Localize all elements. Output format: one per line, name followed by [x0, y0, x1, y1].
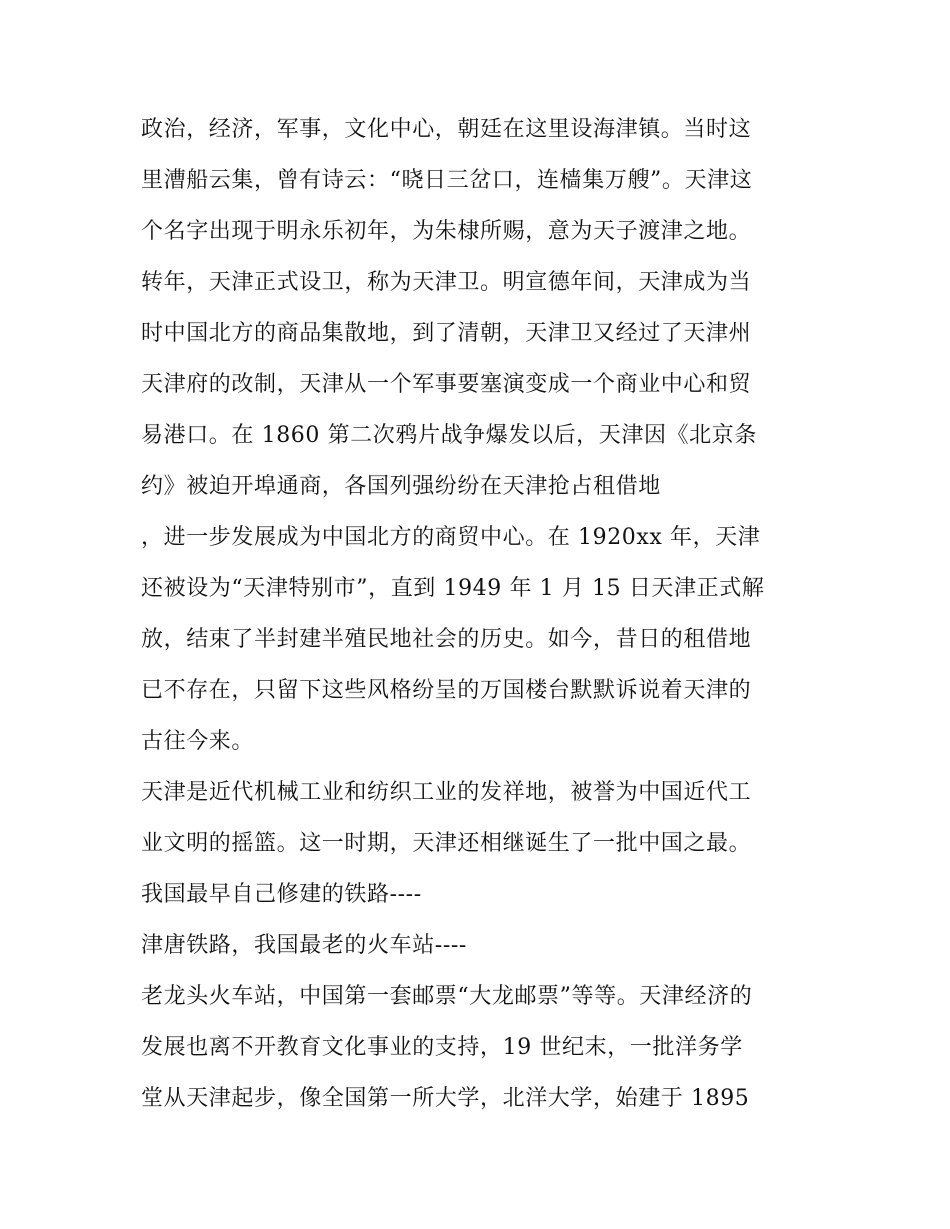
text-line: 天津府的改制，天津从一个军事要塞演变成一个商业中心和贸: [141, 372, 752, 397]
text-line: 已不存在，只留下这些风格纷呈的万国楼台默默诉说着天津的: [141, 678, 752, 703]
text-line: 古往今来。: [141, 729, 255, 754]
text-line: 约》被迫开埠通商，各国列强纷纷在天津抢占租借地: [141, 474, 661, 499]
text-line: 我国最早自己修建的铁路----: [141, 882, 422, 907]
text-line: ，进一步发展成为中国北方的商贸中心。在 1920xx 年，天津: [141, 525, 761, 550]
text-line: 政治，经济，军事，文化中心，朝廷在这里设海津镇。当时这: [141, 117, 752, 142]
text-line: 天津是近代机械工业和纺织工业的发祥地，被誉为中国近代工: [141, 780, 752, 805]
text-line: 放，结束了半封建半殖民地社会的历史。如今，昔日的租借地: [141, 627, 752, 652]
text-line: 还被设为“天津特别市”，直到 1949 年 1 月 15 日天津正式解: [141, 576, 765, 601]
text-line: 时中国北方的商品集散地，到了清朝，天津卫又经过了天津州: [141, 321, 752, 346]
text-line: 津唐铁路，我国最老的火车站----: [141, 933, 467, 958]
body-text: [141, 108, 821, 1128]
text-line: 发展也离不开教育文化事业的支持，19 世纪末，一批洋务学: [141, 1035, 743, 1060]
text-line: 老龙头火车站，中国第一套邮票“大龙邮票”等等。天津经济的: [141, 984, 753, 1009]
text-line: 个名字出现于明永乐初年，为朱棣所赐，意为天子渡津之地。: [141, 219, 752, 244]
text-line: 易港口。在 1860 第二次鸦片战争爆发以后，天津因《北京条: [141, 423, 757, 448]
text-line: 业文明的摇篮。这一时期，天津还相继诞生了一批中国之最。: [141, 831, 752, 856]
text-line: 里漕船云集，曾有诗云：“晓日三岔口，连樯集万艘”。天津这: [141, 168, 753, 193]
text-line: 堂从天津起步，像全国第一所大学，北洋大学，始建于 1895: [141, 1086, 750, 1111]
text-line: 转年，天津正式设卫，称为天津卫。明宣德年间，天津成为当: [141, 270, 752, 295]
